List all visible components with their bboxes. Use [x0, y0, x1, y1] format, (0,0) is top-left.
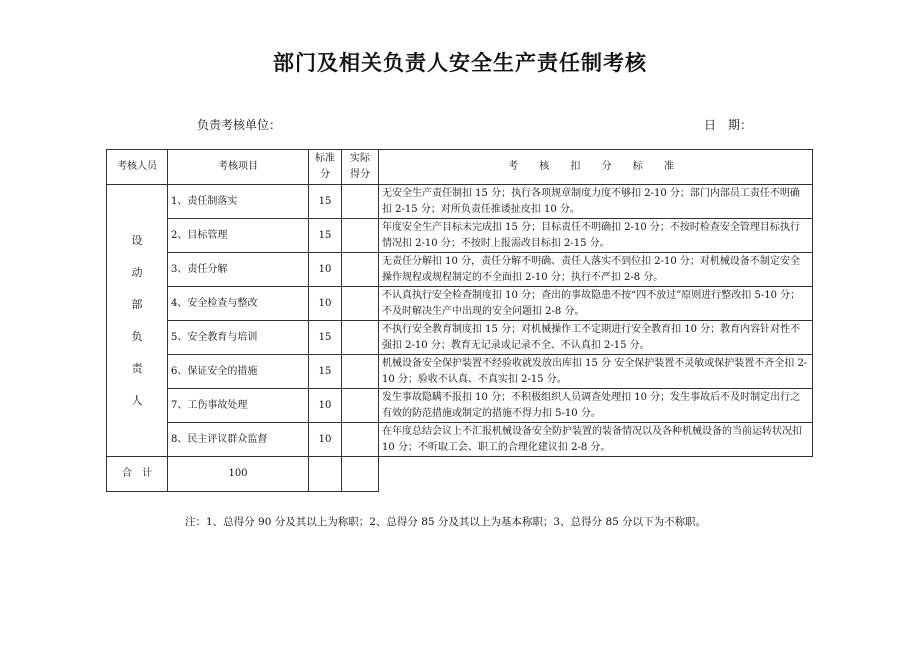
- row-item: 1、责任制落实: [168, 185, 309, 219]
- assessment-unit-label: 负责考核单位：: [197, 118, 282, 132]
- header-actual-score: 实际 得分: [342, 150, 379, 185]
- table-row: [107, 423, 813, 457]
- total-label: 合 计: [107, 457, 168, 492]
- row-item: 4、安全检查与整改: [168, 287, 309, 321]
- row-standard-score: 10: [309, 389, 342, 423]
- header-criteria: 考 核 扣 分 标 准: [379, 150, 813, 185]
- table-row: [107, 185, 813, 219]
- row-actual-score: [342, 287, 379, 321]
- row-criteria: 在年度总结会议上不汇报机械设备安全防护装置的装备情况以及各种机械设备的当前运转状况扣 10 分；不听取工会、职工的合理化建议扣 2-8 分。: [379, 423, 813, 457]
- row-standard-score: 15: [309, 355, 342, 389]
- row-actual-score: [342, 321, 379, 355]
- header-person: 考核人员: [107, 150, 168, 185]
- row-criteria: 发生事故隐瞒不报扣 10 分；不积极组织人员调查处理扣 10 分；发生事故后不及时制定出行之有效的防范措施或制定的措施不得力扣 5-10 分。: [379, 389, 813, 423]
- row-item: 8、民主评议群众监督: [168, 423, 309, 457]
- total-criteria: [342, 457, 379, 492]
- total-actual-score: [309, 457, 342, 492]
- table-row: [107, 355, 813, 389]
- row-standard-score: 10: [309, 253, 342, 287]
- row-item: 2、目标管理: [168, 219, 309, 253]
- total-row: [107, 457, 813, 492]
- assessment-table: [106, 149, 813, 492]
- row-item: 6、保证安全的措施: [168, 355, 309, 389]
- row-criteria: 不认真执行安全检查制度扣 10 分；查出的事故隐患不按“四不放过”原则进行整改扣 5-10 分；不及时解决生产中出现的安全问题扣 2-8 分。: [379, 287, 813, 321]
- table-row: [107, 321, 813, 355]
- row-criteria: 机械设备安全保护装置不经验收就发放出库扣 15 分 安全保护装置不灵敏或保护装置不齐全扣 2-10 分；验收不认真、不真实扣 2-15 分。: [379, 355, 813, 389]
- row-actual-score: [342, 389, 379, 423]
- row-actual-score: [342, 219, 379, 253]
- document-title: 部门及相关负责人安全生产责任制考核: [273, 51, 647, 75]
- row-actual-score: [342, 355, 379, 389]
- row-standard-score: 15: [309, 321, 342, 355]
- table-row: [107, 389, 813, 423]
- row-item: 7、工伤事故处理: [168, 389, 309, 423]
- row-criteria: 年度安全生产目标未完成扣 15 分；目标责任不明确扣 2-10 分；不按时检查安全管理目标执行情况扣 2-10 分；不按时上报需改目标扣 2-15 分。: [379, 219, 813, 253]
- row-criteria: 无安全生产责任制扣 15 分；执行各项规章制度力度不够扣 2-10 分；部门内部员工责任不明确扣 2-15 分；对所负责任推诿扯皮扣 10 分。: [379, 185, 813, 219]
- row-criteria: 无责任分解扣 10 分，责任分解不明确、责任人落实不到位扣 2-10 分；对机械设备不制定安全操作规程或规程制定的不全面扣 2-10 分；执行不严扣 2-8 分。: [379, 253, 813, 287]
- total-score: 100: [168, 457, 309, 492]
- date-label: 日 期：: [704, 118, 753, 132]
- row-standard-score: 10: [309, 423, 342, 457]
- table-row: [107, 253, 813, 287]
- header-standard-score: 标准 分: [309, 150, 342, 185]
- row-item: 3、责任分解: [168, 253, 309, 287]
- row-standard-score: 15: [309, 219, 342, 253]
- table-header-row: [107, 150, 813, 185]
- header-item: 考核项目: [168, 150, 309, 185]
- row-actual-score: [342, 253, 379, 287]
- row-actual-score: [342, 185, 379, 219]
- table-row: [107, 287, 813, 321]
- row-item: 5、安全教育与培训: [168, 321, 309, 355]
- row-standard-score: 10: [309, 287, 342, 321]
- table-row: [107, 219, 813, 253]
- row-criteria: 不执行安全教育制度扣 15 分；对机械操作工不定期进行安全教育扣 10 分；教育内容针对性不强扣 2-10 分；教育无记录或记录不全、不认真扣 2-15 分。: [379, 321, 813, 355]
- row-standard-score: 15: [309, 185, 342, 219]
- row-actual-score: [342, 423, 379, 457]
- footnote: 注：1、总得分 90 分及其以上为称职；2、总得分 85 分及其以上为基本称职；3、总得分 85 分以下为不称职。: [185, 516, 707, 528]
- group-label-equipment-dept: 设 动 部 负 责 人: [107, 185, 168, 457]
